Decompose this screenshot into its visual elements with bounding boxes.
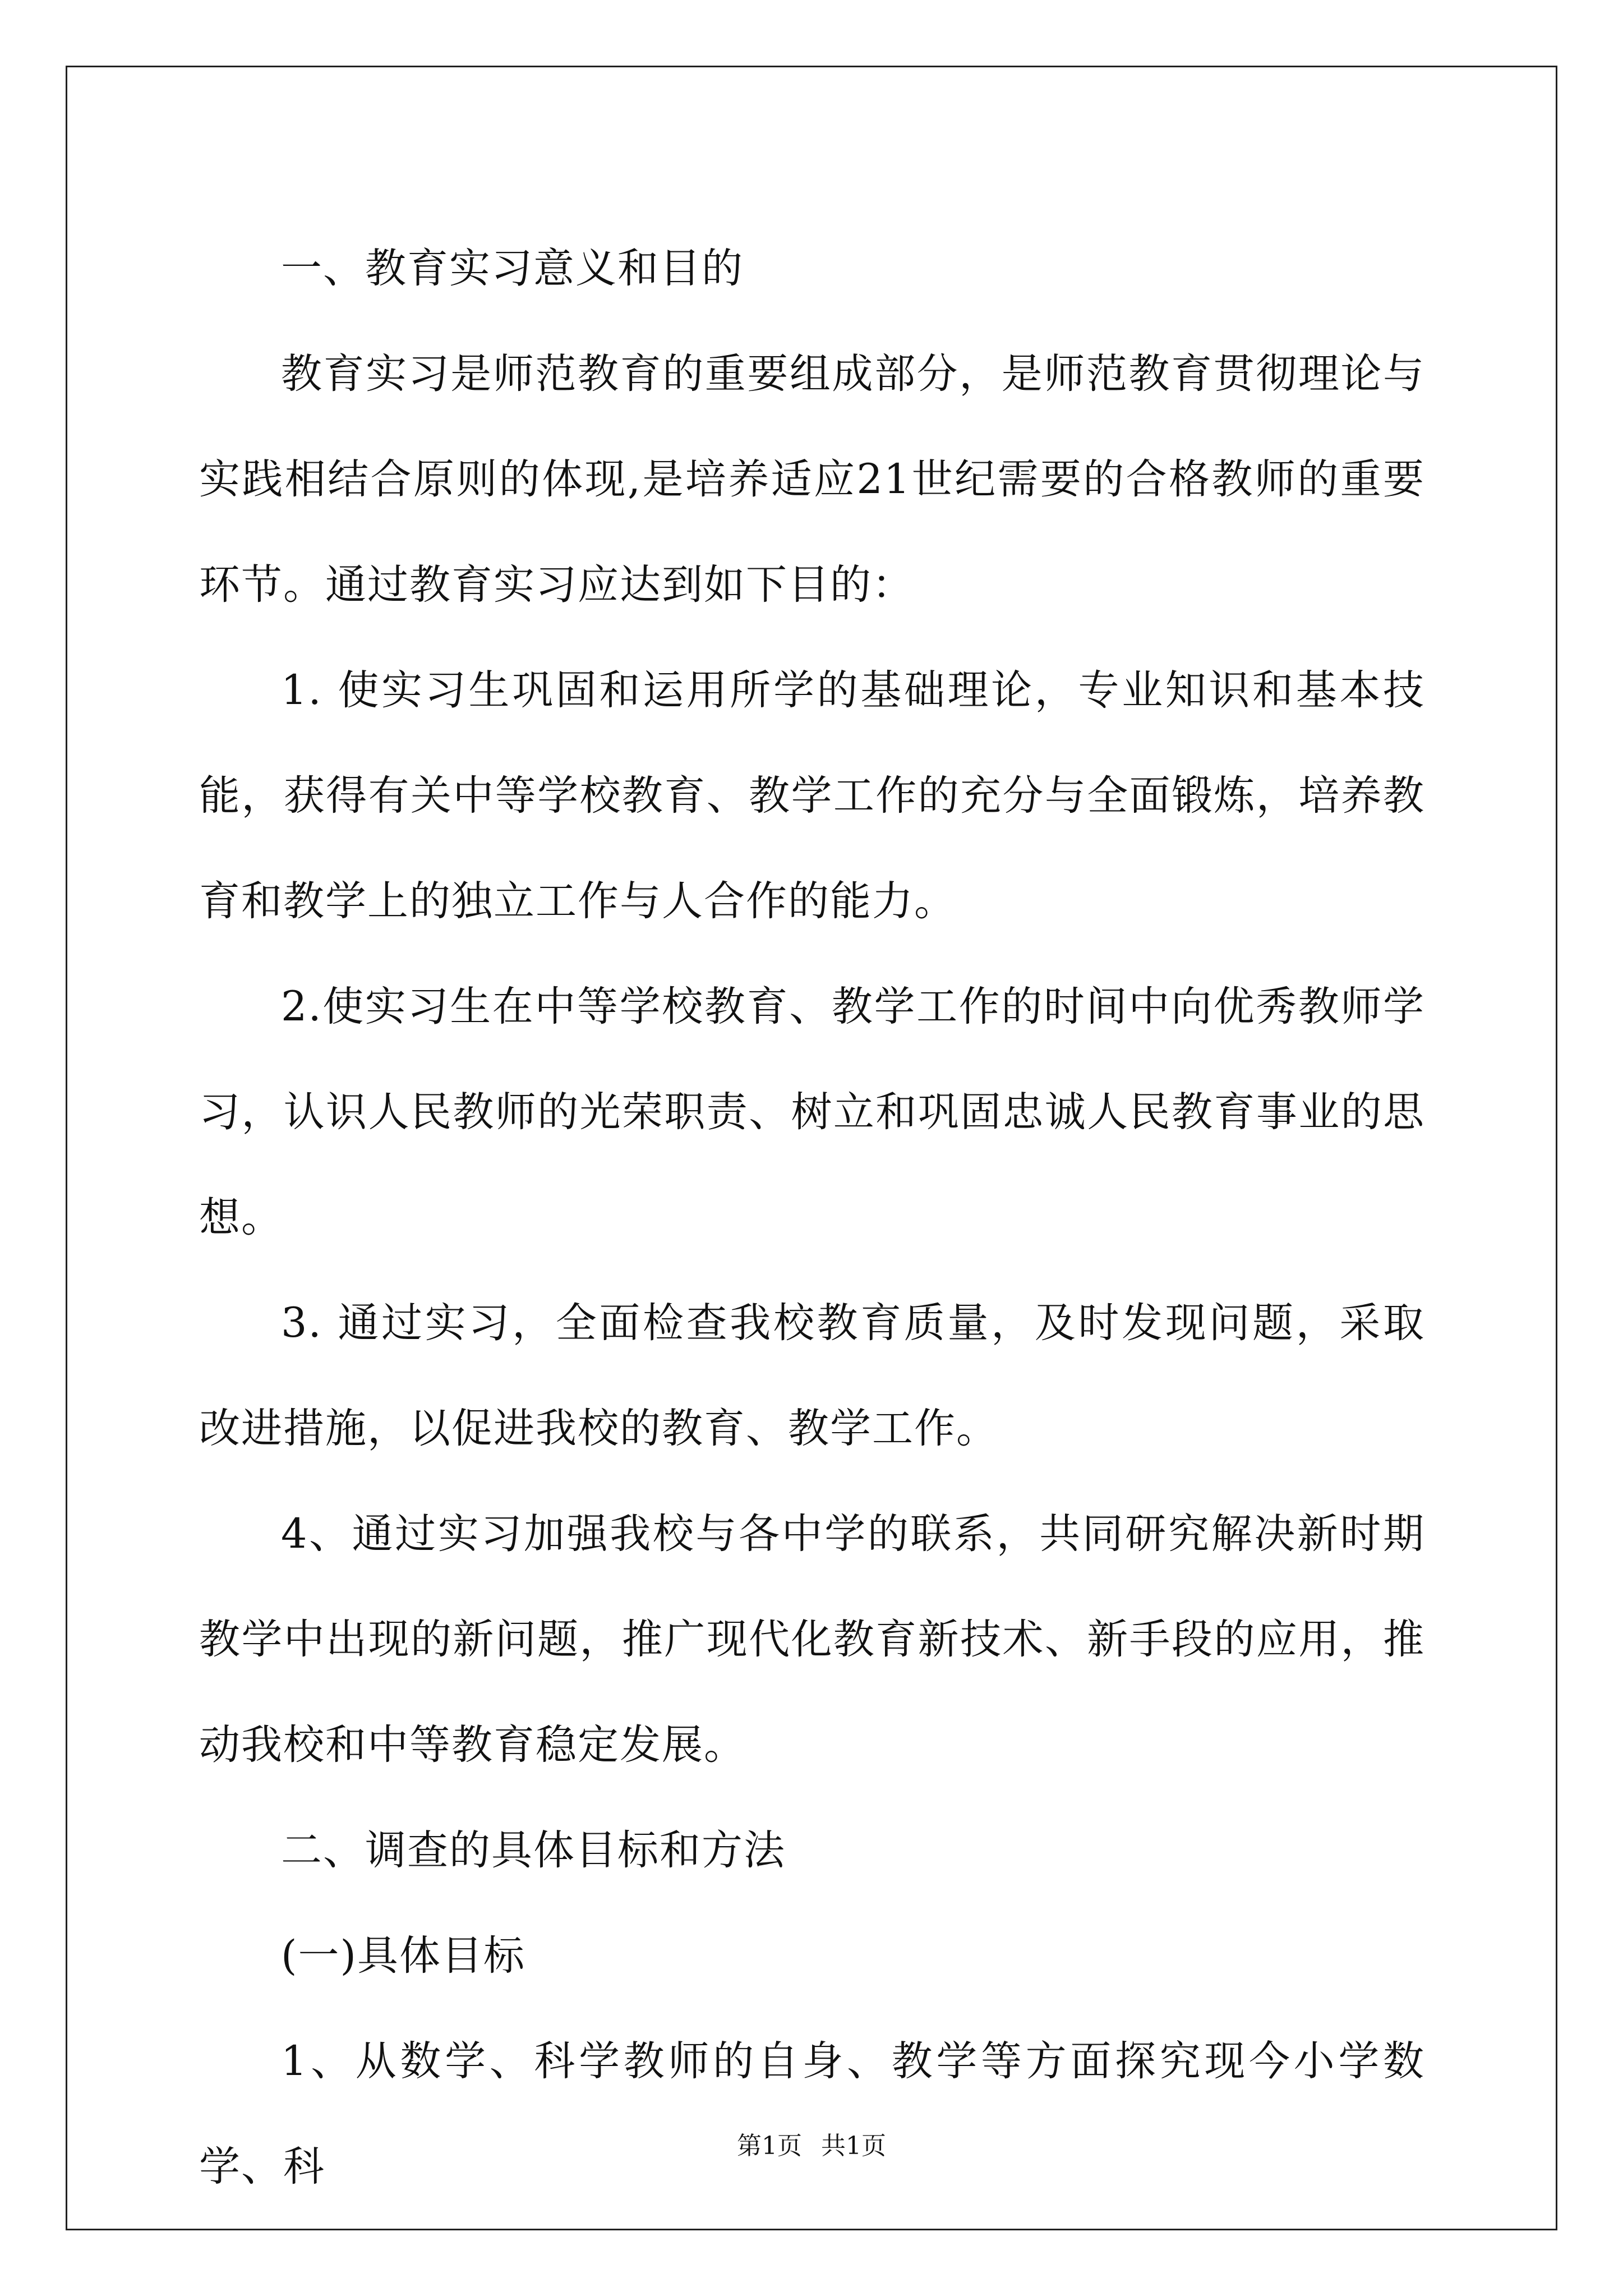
paragraph-intro: 教育实习是师范教育的重要组成部分，是师范教育贯彻理论与实践相结合原则的体现,是培养适应21世纪需要的合格教师的重要环节。通过教育实习应达到如下目的： xyxy=(199,350,1425,609)
page-number: 第1页 xyxy=(737,2132,802,2160)
document-body xyxy=(199,216,1425,2220)
page-total: 共1页 xyxy=(821,2132,886,2160)
heading-section-1: 一、教育实习意义和目的 xyxy=(281,245,744,292)
paragraph-item-3: 3. 通过实习，全面检查我校教育质量，及时发现问题，采取改进措施，以促进我校的教育、教学工作。 xyxy=(199,1299,1425,1452)
paragraph-item-4: 4、通过实习加强我校与各中学的联系，共同研究解决新时期教学中出现的新问题，推广现代化教育新技术、新手段的应用，推动我校和中等教育稳定发展。 xyxy=(199,1510,1425,1769)
page-footer xyxy=(0,2125,1623,2161)
subheading-goals: (一)具体目标 xyxy=(281,1932,525,1980)
heading-section-2: 二、调查的具体目标和方法 xyxy=(281,1826,786,1874)
paragraph-item-1: 1. 使实习生巩固和运用所学的基础理论，专业知识和基本技能，获得有关中等学校教育、教学工作的充分与全面锻炼，培养教育和教学上的独立工作与人合作的能力。 xyxy=(199,666,1425,925)
paragraph-item-2: 2.使实习生在中等学校教育、教学工作的时间中向优秀教师学习，认识人民教师的光荣职责、树立和巩固忠诚人民教育事业的思想。 xyxy=(199,983,1425,1241)
paragraph-goal-1: 1、从数学、科学教师的自身、教学等方面探究现今小学数学、科 xyxy=(199,2037,1425,2191)
